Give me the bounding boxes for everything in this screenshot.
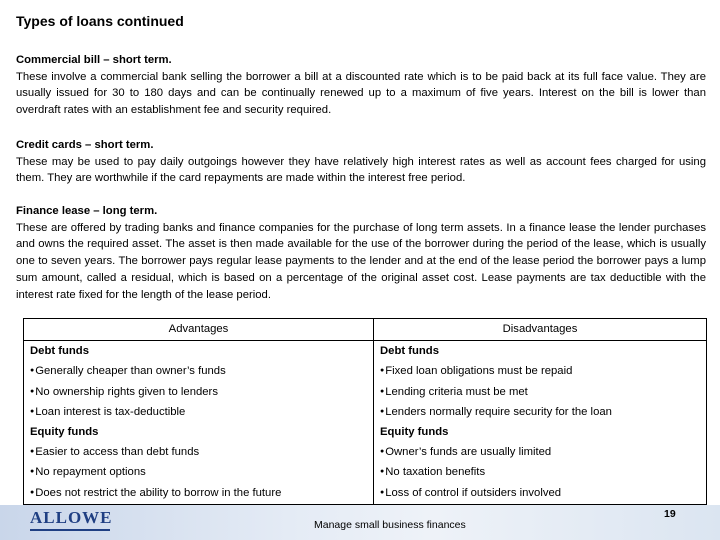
disadvantages-header: Disadvantages [374, 319, 707, 341]
group-label: Equity funds [380, 425, 449, 438]
list-item: ● Easier to access than debt funds [30, 442, 373, 462]
disadvantages-cell [374, 341, 707, 505]
logo-text: ALLOWE [30, 508, 113, 527]
advantages-header: Advantages [24, 319, 374, 341]
section-heading: Credit cards – short term. [16, 139, 154, 151]
logo [30, 508, 114, 536]
section-heading: Commercial bill – short term. [16, 54, 172, 66]
list-item: ● Generally cheaper than owner’s funds [30, 361, 373, 381]
list-item: ● Fixed loan obligations must be repaid [380, 361, 706, 381]
list-item: ● Loan interest is tax-deductible [30, 402, 373, 422]
table-header-row [24, 319, 707, 341]
list-item: ● Does not restrict the ability to borrow in the future [30, 483, 373, 503]
list-item: ● No repayment options [30, 462, 373, 482]
comparison-table [23, 318, 707, 505]
section-heading: Finance lease – long term. [16, 205, 158, 217]
group-label: Debt funds [380, 345, 439, 357]
section-credit-cards [16, 137, 706, 187]
advantages-cell [24, 341, 374, 505]
list-item: ● No ownership rights given to lenders [30, 382, 373, 402]
page-number: 19 [664, 508, 676, 520]
table-row [24, 341, 707, 505]
group-label: Debt funds [30, 345, 89, 357]
list-item: ● Owner’s funds are usually limited [380, 442, 706, 462]
list-item: ● Lenders normally require security for the loan [380, 402, 706, 422]
group-label: Equity funds [30, 425, 99, 438]
section-body: These may be used to pay daily outgoings however they have relatively high interest rates as well as account fees charged for using them. They are worthwhile if the card repayments are made within the interest free period. [16, 155, 706, 185]
list-item: ● No taxation benefits [380, 462, 706, 482]
list-item: ● Lending criteria must be met [380, 382, 706, 402]
list-item: ● Loss of control if outsiders involved [380, 483, 706, 503]
section-body: These are offered by trading banks and finance companies for the purchase of long term assets. In a finance lease the lender purchases and owns the required asset. The asset is then made available for the use of the borrower during the period of the lease, which is usually one to seven years. The borrower pays regular lease payments to the lender and at the end of the lease period the borrower pays a lump sum amount, called a residual, which is based on a percentage of the original asset cost. Lease payments are tax deductible with the interest rate fixed for the length of the lease period. [16, 221, 706, 301]
section-body: These involve a commercial bank selling the borrower a bill at a discounted rate which is to be paid back at its full face value. They are usually issued for 30 to 180 days and can be continually renewed up to a maximum of five years. Interest on the bill is lower than overdraft rates with an establishment fee and security required. [16, 70, 706, 117]
page-title: Types of loans continued [16, 13, 184, 29]
footer-caption: Manage small business finances [314, 519, 466, 531]
section-finance-lease [16, 203, 706, 303]
logo-underline [30, 529, 110, 531]
section-commercial-bill [16, 52, 706, 119]
